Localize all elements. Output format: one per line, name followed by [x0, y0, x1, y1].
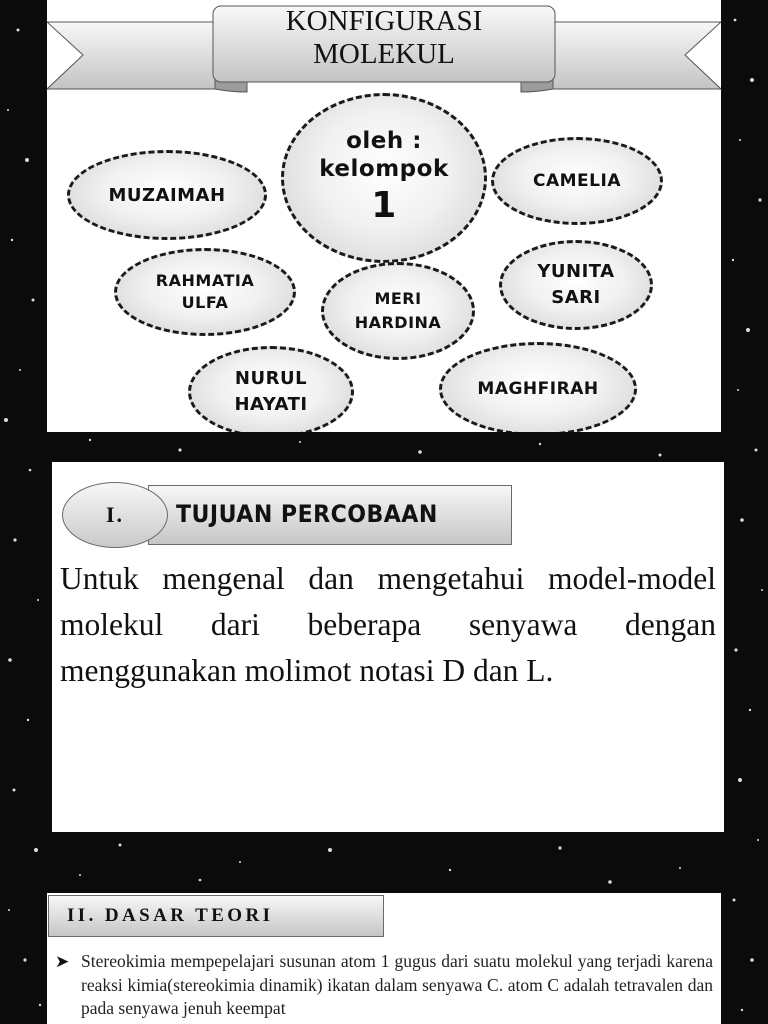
group-label-line1: oleh : [346, 128, 422, 154]
theory-slide [47, 893, 721, 1024]
member-bubble-rahmatia-ulfa: RAHMATIA ULFA [114, 248, 296, 336]
member-bubble-yunita-sari: YUNITA SARI [499, 240, 653, 330]
member-bubble-maghfirah: MAGHFIRAH [439, 342, 637, 432]
bullet-item [55, 950, 713, 1021]
member-bubble-muzaimah: MUZAIMAH [67, 150, 267, 240]
bullet-text: Stereokimia mempepelajari susunan atom 1 gugus dari suatu molekul yang terjadi karena reaksi kimia(stereokimia dinamik) ikatan dalam senyawa C. atom C adalah tetravalen dan pada senyawa jenuh keempat [81, 951, 713, 1018]
section-heading: II. DASAR TEORI [48, 895, 384, 937]
group-label-line2: kelompok [319, 156, 449, 182]
section-heading: TUJUAN PERCOBAAN [176, 500, 438, 528]
section-number-badge: I. [62, 482, 168, 548]
title-slide [47, 0, 721, 432]
objective-slide [52, 462, 724, 832]
objective-text: Untuk mengenal dan mengetahui model-model molekul dari beberapa senyawa dengan menggunakan molimot notasi D dan L. [60, 561, 716, 688]
member-bubble-nurul-hayati: NURUL HAYATI [188, 346, 354, 432]
arrow-bullet-icon: ➤ [55, 952, 70, 971]
group-number: 1 [371, 185, 397, 226]
group-center-bubble [281, 93, 487, 263]
member-bubble-meri-hardina: MERI HARDINA [321, 262, 475, 360]
slide-title: KONFIGURASI MOLEKUL [285, 5, 483, 70]
member-bubble-camelia: CAMELIA [491, 137, 663, 225]
